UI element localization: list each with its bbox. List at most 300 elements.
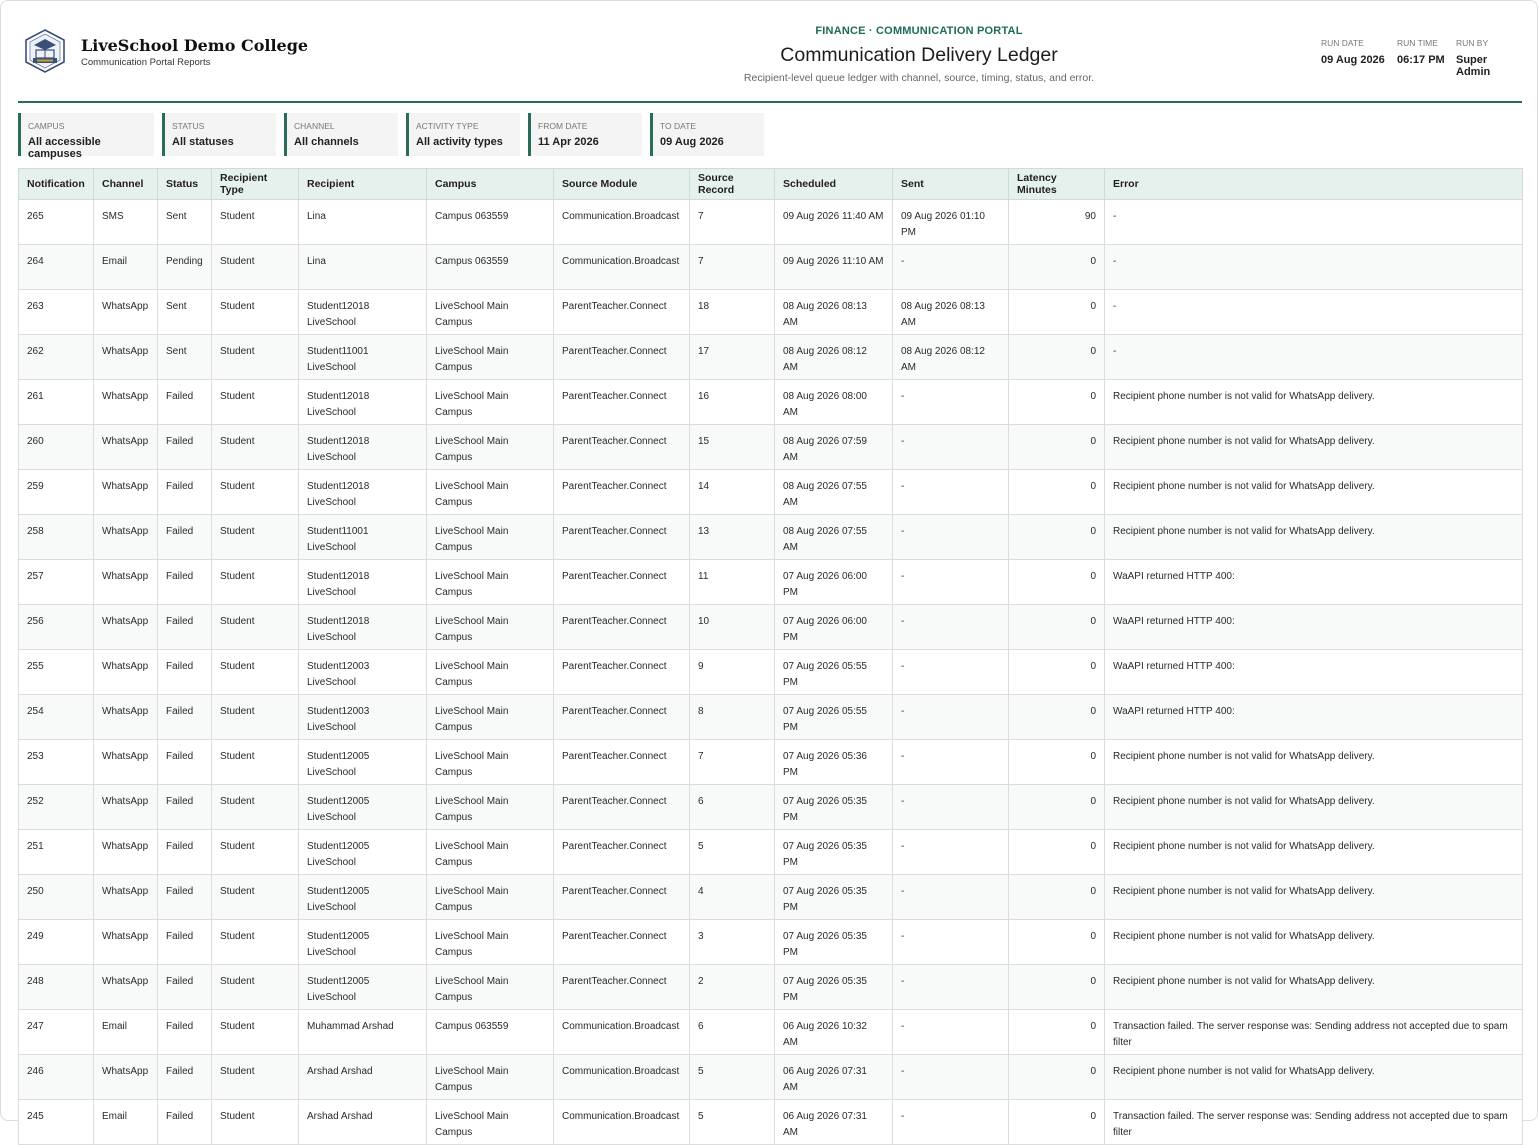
cell-notification: 249 [19,920,94,965]
cell-source-module: ParentTeacher.Connect [554,380,690,425]
cell-recipient: Student12018 LiveSchool [299,470,427,515]
cell-latency-minutes: 0 [1009,560,1105,605]
cell-error: Recipient phone number is not valid for WhatsApp delivery. [1105,380,1523,425]
cell-source-module: ParentTeacher.Connect [554,560,690,605]
cell-channel: WhatsApp [94,965,158,1010]
table-row [19,875,1523,920]
cell-error: Recipient phone number is not valid for WhatsApp delivery. [1105,515,1523,560]
cell-recipient-type: Student [212,740,299,785]
cell-status: Failed [158,1100,212,1145]
table-row [19,1100,1523,1145]
cell-campus: LiveSchool Main Campus [427,380,554,425]
cell-error: WaAPI returned HTTP 400: [1105,650,1523,695]
cell-campus: LiveSchool Main Campus [427,1100,554,1145]
column-header-source-record: Source Record [690,169,775,200]
cell-source-module: ParentTeacher.Connect [554,695,690,740]
table-row [19,515,1523,560]
cell-source-module: ParentTeacher.Connect [554,830,690,875]
cell-scheduled: 07 Aug 2026 05:35 PM [775,875,893,920]
cell-recipient-type: Student [212,785,299,830]
column-header-sent: Sent [893,169,1009,200]
run-date-value: 09 Aug 2026 [1321,54,1385,66]
cell-sent: - [893,605,1009,650]
cell-scheduled: 07 Aug 2026 05:35 PM [775,785,893,830]
cell-latency-minutes: 0 [1009,965,1105,1010]
table-row [19,560,1523,605]
cell-scheduled: 08 Aug 2026 08:00 AM [775,380,893,425]
cell-recipient-type: Student [212,335,299,380]
cell-source-record: 5 [690,1100,775,1145]
cell-source-record: 11 [690,560,775,605]
cell-notification: 251 [19,830,94,875]
cell-campus: Campus 063559 [427,200,554,245]
cell-error: WaAPI returned HTTP 400: [1105,605,1523,650]
cell-recipient: Student12018 LiveSchool [299,380,427,425]
cell-channel: WhatsApp [94,1055,158,1100]
cell-scheduled: 07 Aug 2026 06:00 PM [775,605,893,650]
cell-status: Failed [158,920,212,965]
cell-recipient-type: Student [212,830,299,875]
cell-channel: Email [94,245,158,290]
cell-source-record: 6 [690,1010,775,1055]
cell-sent: - [893,875,1009,920]
cell-source-module: ParentTeacher.Connect [554,470,690,515]
cell-recipient-type: Student [212,290,299,335]
cell-channel: WhatsApp [94,560,158,605]
report-header [18,1,1522,103]
filter-value: All statuses [172,136,234,148]
cell-latency-minutes: 0 [1009,785,1105,830]
cell-source-record: 17 [690,335,775,380]
filter-label: FROM DATE [538,121,588,131]
cell-recipient: Lina [299,200,427,245]
column-header-status: Status [158,169,212,200]
cell-recipient: Student12005 LiveSchool [299,830,427,875]
cell-sent: - [893,785,1009,830]
cell-recipient: Student12003 LiveSchool [299,650,427,695]
cell-error: Recipient phone number is not valid for WhatsApp delivery. [1105,1055,1523,1100]
table-row [19,785,1523,830]
table-row [19,695,1523,740]
cell-recipient: Student11001 LiveSchool [299,515,427,560]
table-row [19,650,1523,695]
cell-sent: - [893,740,1009,785]
cell-recipient: Student12005 LiveSchool [299,740,427,785]
cell-source-module: ParentTeacher.Connect [554,650,690,695]
cell-source-record: 8 [690,695,775,740]
cell-source-record: 13 [690,515,775,560]
cell-sent: - [893,695,1009,740]
cell-campus: LiveSchool Main Campus [427,740,554,785]
cell-scheduled: 07 Aug 2026 05:35 PM [775,920,893,965]
cell-channel: WhatsApp [94,740,158,785]
cell-campus: LiveSchool Main Campus [427,695,554,740]
cell-notification: 255 [19,650,94,695]
cell-latency-minutes: 0 [1009,830,1105,875]
column-header-channel: Channel [94,169,158,200]
table-row [19,920,1523,965]
filter-to-date [650,113,764,156]
cell-channel: WhatsApp [94,335,158,380]
cell-source-record: 7 [690,245,775,290]
cell-recipient: Student12018 LiveSchool [299,605,427,650]
table-row [19,335,1523,380]
cell-status: Failed [158,965,212,1010]
cell-notification: 246 [19,1055,94,1100]
cell-latency-minutes: 0 [1009,650,1105,695]
cell-channel: WhatsApp [94,785,158,830]
cell-recipient-type: Student [212,470,299,515]
cell-latency-minutes: 0 [1009,740,1105,785]
cell-latency-minutes: 0 [1009,290,1105,335]
cell-campus: Campus 063559 [427,245,554,290]
cell-campus: LiveSchool Main Campus [427,470,554,515]
cell-sent: - [893,1055,1009,1100]
table-row [19,830,1523,875]
cell-campus: LiveSchool Main Campus [427,920,554,965]
cell-notification: 250 [19,875,94,920]
filter-label: ACTIVITY TYPE [416,121,479,131]
cell-sent: 08 Aug 2026 08:12 AM [893,335,1009,380]
cell-latency-minutes: 0 [1009,605,1105,650]
filter-value: All channels [294,136,359,148]
cell-notification: 263 [19,290,94,335]
cell-error: Recipient phone number is not valid for WhatsApp delivery. [1105,425,1523,470]
cell-status: Failed [158,605,212,650]
cell-error: WaAPI returned HTTP 400: [1105,560,1523,605]
table-row [19,245,1523,290]
run-date-label: RUN DATE [1321,38,1364,48]
cell-status: Sent [158,335,212,380]
filter-label: TO DATE [660,121,697,131]
cell-notification: 254 [19,695,94,740]
cell-recipient-type: Student [212,515,299,560]
cell-scheduled: 06 Aug 2026 07:31 AM [775,1055,893,1100]
cell-channel: Email [94,1100,158,1145]
cell-status: Failed [158,515,212,560]
org-subtitle: Communication Portal Reports [81,57,211,68]
cell-sent: 08 Aug 2026 08:13 AM [893,290,1009,335]
cell-source-record: 16 [690,380,775,425]
cell-source-record: 7 [690,200,775,245]
cell-status: Pending [158,245,212,290]
cell-campus: LiveSchool Main Campus [427,425,554,470]
cell-recipient-type: Student [212,1010,299,1055]
cell-error: Recipient phone number is not valid for WhatsApp delivery. [1105,785,1523,830]
delivery-ledger-table [18,168,1523,1145]
cell-notification: 262 [19,335,94,380]
cell-latency-minutes: 0 [1009,695,1105,740]
cell-source-record: 18 [690,290,775,335]
cell-campus: LiveSchool Main Campus [427,290,554,335]
table-header-row [19,169,1523,200]
cell-error: Transaction failed. The server response was: Sending address not accepted due to spam filter [1105,1010,1523,1055]
cell-source-module: Communication.Broadcast [554,245,690,290]
filter-channel [284,113,398,156]
cell-channel: WhatsApp [94,605,158,650]
cell-scheduled: 07 Aug 2026 05:55 PM [775,650,893,695]
cell-notification: 264 [19,245,94,290]
cell-sent: - [893,470,1009,515]
cell-error: Recipient phone number is not valid for WhatsApp delivery. [1105,830,1523,875]
cell-recipient: Student12005 LiveSchool [299,875,427,920]
cell-recipient-type: Student [212,380,299,425]
cell-latency-minutes: 0 [1009,515,1105,560]
cell-recipient: Student12005 LiveSchool [299,965,427,1010]
cell-recipient-type: Student [212,245,299,290]
cell-status: Failed [158,650,212,695]
cell-scheduled: 09 Aug 2026 11:10 AM [775,245,893,290]
cell-recipient: Muhammad Arshad [299,1010,427,1055]
cell-recipient-type: Student [212,560,299,605]
cell-recipient-type: Student [212,1055,299,1100]
cell-sent: - [893,245,1009,290]
cell-source-module: ParentTeacher.Connect [554,740,690,785]
cell-recipient-type: Student [212,920,299,965]
table-row [19,200,1523,245]
cell-recipient-type: Student [212,200,299,245]
table-row [19,605,1523,650]
filter-activity-type [406,113,520,156]
filter-value: All accessible campuses [28,136,101,160]
cell-recipient: Lina [299,245,427,290]
column-header-scheduled: Scheduled [775,169,893,200]
cell-channel: WhatsApp [94,380,158,425]
cell-latency-minutes: 0 [1009,425,1105,470]
cell-status: Failed [158,1055,212,1100]
cell-latency-minutes: 0 [1009,335,1105,380]
cell-recipient-type: Student [212,425,299,470]
cell-sent: - [893,830,1009,875]
cell-channel: WhatsApp [94,830,158,875]
cell-source-record: 5 [690,830,775,875]
college-crest-icon [24,29,66,73]
cell-recipient-type: Student [212,605,299,650]
cell-sent: - [893,965,1009,1010]
cell-latency-minutes: 0 [1009,245,1105,290]
cell-source-module: ParentTeacher.Connect [554,965,690,1010]
column-header-recipient: Recipient [299,169,427,200]
cell-notification: 261 [19,380,94,425]
cell-campus: LiveSchool Main Campus [427,650,554,695]
cell-error: WaAPI returned HTTP 400: [1105,695,1523,740]
cell-source-record: 14 [690,470,775,515]
table-body [19,200,1523,1145]
cell-scheduled: 08 Aug 2026 07:59 AM [775,425,893,470]
cell-status: Failed [158,470,212,515]
cell-recipient: Student11001 LiveSchool [299,335,427,380]
cell-scheduled: 07 Aug 2026 05:36 PM [775,740,893,785]
cell-scheduled: 07 Aug 2026 06:00 PM [775,560,893,605]
cell-scheduled: 09 Aug 2026 11:40 AM [775,200,893,245]
column-header-latency-minutes: Latency Minutes [1009,169,1105,200]
cell-campus: LiveSchool Main Campus [427,830,554,875]
cell-channel: WhatsApp [94,650,158,695]
run-date [1321,38,1385,66]
org-name: LiveSchool Demo College [81,36,309,55]
cell-recipient: Student12005 LiveSchool [299,785,427,830]
report-title-block [619,25,1219,84]
cell-scheduled: 07 Aug 2026 05:35 PM [775,965,893,1010]
table-row [19,1010,1523,1055]
cell-recipient-type: Student [212,1100,299,1145]
cell-status: Failed [158,785,212,830]
cell-channel: WhatsApp [94,920,158,965]
cell-channel: SMS [94,200,158,245]
cell-error: Recipient phone number is not valid for WhatsApp delivery. [1105,875,1523,920]
cell-source-module: ParentTeacher.Connect [554,920,690,965]
run-by [1456,38,1522,78]
cell-channel: WhatsApp [94,695,158,740]
cell-source-module: ParentTeacher.Connect [554,335,690,380]
cell-error: Recipient phone number is not valid for WhatsApp delivery. [1105,740,1523,785]
cell-recipient: Student12003 LiveSchool [299,695,427,740]
filter-label: CAMPUS [28,121,65,131]
column-header-recipient-type: Recipient Type [212,169,299,200]
cell-scheduled: 08 Aug 2026 07:55 AM [775,515,893,560]
cell-channel: WhatsApp [94,425,158,470]
cell-latency-minutes: 90 [1009,200,1105,245]
cell-notification: 260 [19,425,94,470]
cell-sent: - [893,425,1009,470]
cell-source-module: Communication.Broadcast [554,1010,690,1055]
filter-from-date [528,113,642,156]
cell-source-module: ParentTeacher.Connect [554,515,690,560]
cell-status: Failed [158,830,212,875]
cell-status: Failed [158,695,212,740]
filter-label: STATUS [172,121,205,131]
cell-sent: - [893,560,1009,605]
cell-source-module: ParentTeacher.Connect [554,785,690,830]
cell-status: Failed [158,560,212,605]
cell-latency-minutes: 0 [1009,1055,1105,1100]
cell-latency-minutes: 0 [1009,875,1105,920]
cell-status: Failed [158,740,212,785]
table-row [19,965,1523,1010]
column-header-campus: Campus [427,169,554,200]
cell-status: Sent [158,290,212,335]
cell-scheduled: 06 Aug 2026 07:31 AM [775,1100,893,1145]
cell-source-module: ParentTeacher.Connect [554,605,690,650]
cell-source-module: ParentTeacher.Connect [554,290,690,335]
filter-campus [18,113,154,160]
run-by-value: Super Admin [1456,54,1491,78]
cell-latency-minutes: 0 [1009,1010,1105,1055]
run-time-label: RUN TIME [1397,38,1438,48]
cell-latency-minutes: 0 [1009,380,1105,425]
run-time-value: 06:17 PM [1397,54,1445,66]
cell-recipient: Arshad Arshad [299,1100,427,1145]
cell-scheduled: 08 Aug 2026 07:55 AM [775,470,893,515]
table-row [19,380,1523,425]
cell-latency-minutes: 0 [1009,920,1105,965]
cell-notification: 245 [19,1100,94,1145]
run-by-label: RUN BY [1456,38,1489,48]
page-title: Communication Delivery Ledger [780,44,1058,66]
cell-source-record: 7 [690,740,775,785]
cell-channel: WhatsApp [94,290,158,335]
cell-notification: 247 [19,1010,94,1055]
cell-notification: 256 [19,605,94,650]
filter-value: 11 Apr 2026 [538,136,599,148]
cell-scheduled: 07 Aug 2026 05:55 PM [775,695,893,740]
cell-recipient-type: Student [212,695,299,740]
cell-error: - [1105,245,1523,290]
cell-source-record: 5 [690,1055,775,1100]
cell-scheduled: 07 Aug 2026 05:35 PM [775,830,893,875]
cell-error: Recipient phone number is not valid for WhatsApp delivery. [1105,470,1523,515]
cell-sent: - [893,650,1009,695]
cell-notification: 257 [19,560,94,605]
cell-notification: 248 [19,965,94,1010]
cell-notification: 265 [19,200,94,245]
cell-channel: WhatsApp [94,515,158,560]
cell-source-record: 15 [690,425,775,470]
cell-error: - [1105,290,1523,335]
cell-recipient: Student12018 LiveSchool [299,560,427,605]
cell-source-module: Communication.Broadcast [554,200,690,245]
filter-status [162,113,276,156]
cell-campus: LiveSchool Main Campus [427,515,554,560]
cell-sent: - [893,1010,1009,1055]
cell-recipient: Student12018 LiveSchool [299,290,427,335]
run-time [1397,38,1445,66]
cell-recipient-type: Student [212,965,299,1010]
cell-latency-minutes: 0 [1009,470,1105,515]
cell-sent: - [893,515,1009,560]
cell-source-record: 10 [690,605,775,650]
cell-source-module: ParentTeacher.Connect [554,875,690,920]
cell-channel: WhatsApp [94,875,158,920]
cell-notification: 252 [19,785,94,830]
cell-recipient: Student12018 LiveSchool [299,425,427,470]
cell-campus: LiveSchool Main Campus [427,1055,554,1100]
filter-value: 09 Aug 2026 [660,136,724,148]
cell-sent: 09 Aug 2026 01:10 PM [893,200,1009,245]
cell-status: Failed [158,425,212,470]
cell-sent: - [893,1100,1009,1145]
cell-source-record: 3 [690,920,775,965]
cell-campus: LiveSchool Main Campus [427,785,554,830]
cell-channel: Email [94,1010,158,1055]
cell-sent: - [893,380,1009,425]
cell-status: Sent [158,200,212,245]
cell-error: Recipient phone number is not valid for WhatsApp delivery. [1105,965,1523,1010]
cell-source-record: 4 [690,875,775,920]
cell-status: Failed [158,875,212,920]
cell-error: Recipient phone number is not valid for WhatsApp delivery. [1105,920,1523,965]
column-header-notification: Notification [19,169,94,200]
cell-source-module: Communication.Broadcast [554,1055,690,1100]
cell-recipient-type: Student [212,650,299,695]
cell-sent: - [893,920,1009,965]
page-subtitle: Recipient-level queue ledger with channel, source, timing, status, and error. [743,72,1095,84]
cell-campus: LiveSchool Main Campus [427,965,554,1010]
cell-recipient: Student12005 LiveSchool [299,920,427,965]
cell-source-record: 2 [690,965,775,1010]
cell-source-record: 6 [690,785,775,830]
cell-recipient-type: Student [212,875,299,920]
column-header-source-module: Source Module [554,169,690,200]
cell-notification: 253 [19,740,94,785]
cell-error: - [1105,200,1523,245]
cell-error: Transaction failed. The server response was: Sending address not accepted due to spam filter [1105,1100,1523,1145]
portal-eyebrow: FINANCE · COMMUNICATION PORTAL [815,25,1023,37]
cell-error: - [1105,335,1523,380]
filter-label: CHANNEL [294,121,335,131]
table-row [19,425,1523,470]
cell-source-module: ParentTeacher.Connect [554,425,690,470]
